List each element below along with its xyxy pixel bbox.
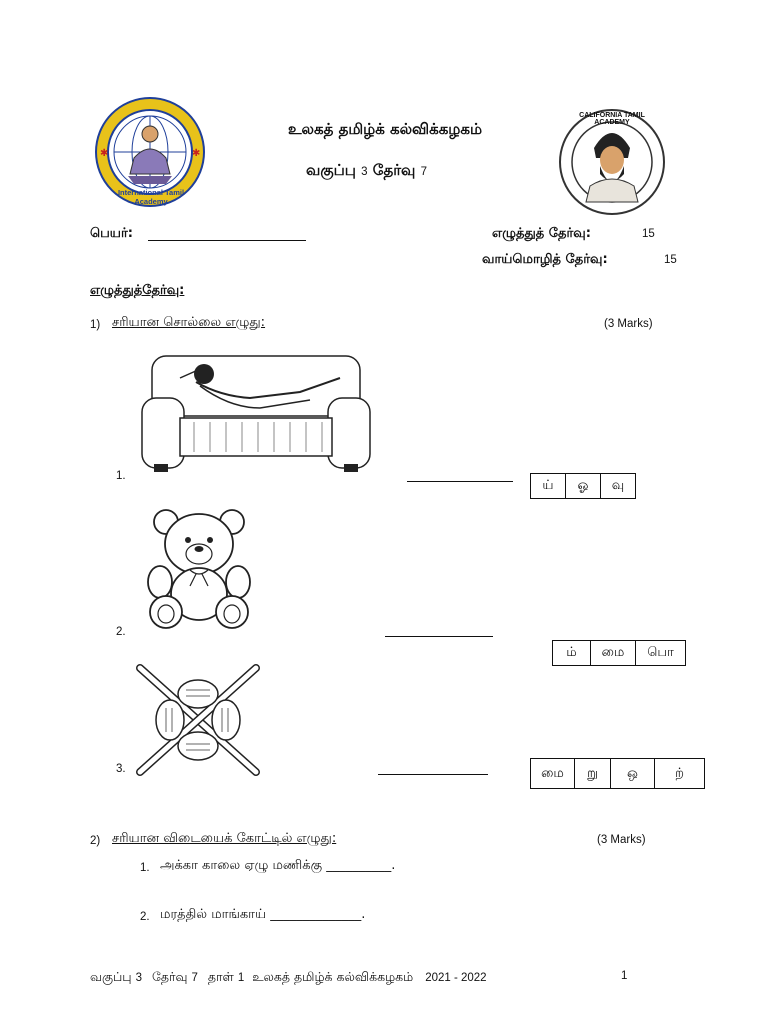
name-label: பெயர்: [90,226,133,241]
svg-text:✱: ✱ [100,148,109,159]
q1-item-3-number: 3. [116,763,126,775]
sofa-illustration [140,352,372,474]
letter-tile: று [575,759,611,789]
q1-item-2-letter-tiles [552,640,686,666]
footer-paper-number: 1 [237,972,245,984]
letter-tile: மை [591,641,636,666]
page-number: 1 [621,970,628,982]
letter-tile: ஓ [566,474,601,499]
oral-exam-marks: 15 [664,254,677,266]
teddy-bear-illustration [144,506,254,630]
left-logo [92,96,208,208]
q1-item-3-letter-tiles [530,758,705,789]
right-logo [558,108,666,216]
letter-tile: மை [531,759,575,789]
right-logo-text: CALIFORNIA TAMIL ACADEMY [579,112,645,126]
written-exam-label: எழுத்துத் தேர்வு: [492,226,591,241]
section-title: எழுத்துத்தேர்வு: [90,283,185,298]
oral-exam-label: வாய்மொழித் தேர்வு: [482,252,608,267]
q1-number: 1) [90,319,101,331]
q1-item-2-number: 2. [116,626,126,638]
q1-item-1-letter-tiles [530,473,636,499]
footer-paper-label: தாள் [207,969,234,984]
q2-number: 2) [90,835,101,847]
q1-item-1-number: 1. [116,470,126,482]
page-title: உலகத் தமிழ்க் கல்விக்கழகம் [287,120,483,138]
class-number: 3 [361,166,368,178]
q1-item-1-answer-line[interactable] [407,481,513,482]
letter-tile: ற் [655,759,705,789]
letter-tile: ய் [531,474,566,499]
exam-number: 7 [420,166,428,178]
q2-item-1-text: அக்கா காலை ஏழு மணிக்கு __________. [160,858,396,873]
footer-year: 2021 - 2022 [425,972,487,984]
footer-exam-number: 7 [191,972,198,984]
q1-item-3-answer-line[interactable] [378,774,488,775]
footer-class-number: 3 [135,972,142,984]
letter-tile: பொ [636,641,686,666]
q1-item-2-answer-line[interactable] [385,636,493,637]
q2-item-1-number: 1. [140,862,150,874]
q2-item-2-text: மரத்தில் மாங்காய் ______________. [160,907,366,922]
class-exam-line [306,161,486,181]
letter-tile: ஒ [611,759,655,789]
letter-tile: வு [601,474,636,499]
left-logo-text: International Tamil Academy [117,188,185,206]
q2-marks: (3 Marks) [597,834,646,846]
footer-class-label: வகுப்பு [90,969,132,984]
written-exam-marks: 15 [642,228,655,240]
footer-org: உலகத் தமிழ்க் கல்விக்கழகம் [252,969,414,984]
q1-text: சரியான சொல்லை எழுது: [112,315,266,330]
letter-tile: ம் [553,641,591,666]
footer-exam-label: தேர்வு [151,969,188,984]
q1-marks: (3 Marks) [604,318,653,330]
unity-hands-illustration [136,664,260,776]
exam-label: தேர்வு [372,161,416,179]
q2-text: சரியான விடையைக் கோட்டில் எழுது: [112,831,337,846]
svg-text:✱: ✱ [192,148,201,159]
q2-item-2-number: 2. [140,911,150,923]
class-label: வகுப்பு [306,161,356,179]
name-line[interactable] [148,240,306,241]
footer [90,969,650,986]
